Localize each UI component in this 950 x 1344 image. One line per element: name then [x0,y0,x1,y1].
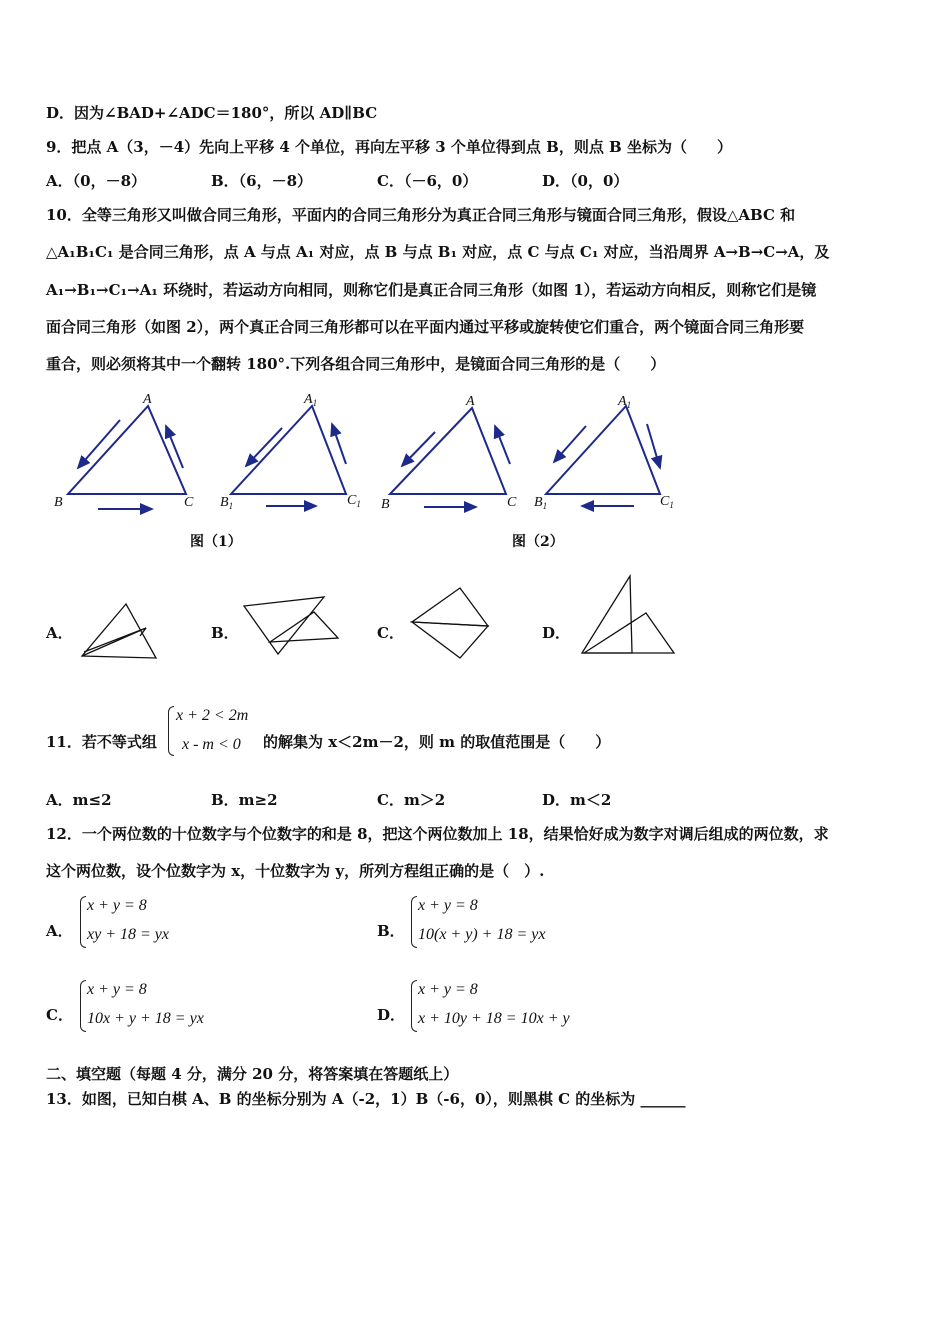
q10-line-1: 10．全等三角形又叫做合同三角形，平面内的合同三角形分为真正合同三角形与镜面合同三角形，假设△ABC 和 [46,206,796,224]
q10-line-5: 重合，则必须将其中一个翻转 180°.下列各组合同三角形中，是镜面合同三角形的是（ ） [46,355,666,373]
q12-option-c-label: C． [46,1006,73,1024]
q12-option-b-brace [411,896,417,948]
label-a-2: A [466,394,475,409]
label-a1-1: $A_1$ [304,392,318,408]
q10-option-b: B． [211,624,239,642]
figure-caption-2: 图（2） [512,534,564,550]
triangle-a1b1c1-1 [231,406,346,494]
q12-option-d-label: D． [377,1006,406,1024]
q12-option-d-brace [411,980,417,1032]
q9-stem: 9．把点 A（3，－4）先向上平移 4 个单位，再向左平移 3 个单位得到点 B，则点 B 坐标为（ ） [46,138,732,156]
q9-option-d: D．（0，0） [542,172,629,190]
label-b-2: B [381,497,390,512]
q10-line-2: △A₁B₁C₁ 是合同三角形，点 A 与点 A₁ 对应，点 B 与点 B₁ 对应，点 C 与点 C₁ 对应，当沿周界 A→B→C→A，及 [46,243,830,261]
q12-option-c-eq2: 10x + y + 18 = yx [87,1010,204,1027]
label-c1-1: $C_1$ [347,493,361,509]
triangle-a1b1c1-2 [546,406,660,494]
q12-option-b-eq1: x + y = 8 [418,897,478,914]
q10-option-d: D． [542,624,571,642]
q9-option-b: B．（6，－8） [211,172,313,190]
triangle-abc-1 [68,406,186,494]
q12-option-a-label: A． [46,922,73,940]
q12-option-b-label: B． [377,922,405,940]
q9-option-c: C．（－6，0） [377,172,478,190]
q11-brace [168,706,174,756]
q10-line-3: A₁→B₁→C₁→A₁ 环绕时，若运动方向相同，则称它们是真正合同三角形（如图 1），若运动方向相反，则称它们是镜 [46,281,817,299]
q12-option-c-eq1: x + y = 8 [87,981,147,998]
q10-option-a: A． [46,624,73,642]
q10-option-c-figure [408,584,493,662]
q10-option-d-figure [578,573,678,659]
q11-suffix: 的解集为 x＜2m－2，则 m 的取值范围是（ ） [263,733,611,751]
label-b-1: B [54,495,63,510]
q11-option-a: A．m≤2 [46,791,112,809]
label-a-1: A [143,392,152,407]
q11-prefix: 11．若不等式组 [46,733,157,751]
q11-option-c: C．m＞2 [377,791,446,809]
q10-option-b-figure [240,594,345,658]
q8-option-d: D．因为∠BAD+∠ADC＝180°，所以 AD∥BC [46,104,378,122]
q10-figure-triangles [40,388,700,523]
figure-caption-1: 图（1） [190,534,242,550]
q12-option-a-eq2: xy + 18 = yx [87,926,169,943]
q11-ineq-2: x - m < 0 [182,736,241,753]
q12-option-a-brace [80,896,86,948]
triangle-abc-2 [390,408,506,494]
label-a1-2: $A_1$ [618,394,632,410]
q9-option-a: A．（0，－8） [46,172,147,190]
q11-option-b: B．m≥2 [211,791,278,809]
q12-option-b-eq2: 10(x + y) + 18 = yx [418,926,546,943]
q12-option-c-brace [80,980,86,1032]
section-2-title: 二、填空题（每题 4 分，满分 20 分，将答案填在答题纸上） [46,1065,459,1083]
q10-line-4: 面合同三角形（如图 2），两个真正合同三角形都可以在平面内通过平移或旋转使它们重合，两个镜面合同三角形要 [46,318,805,336]
label-b1-1: $B_1$ [220,495,234,511]
q10-option-a-figure [78,600,163,662]
q13-stem: 13．如图，已知白棋 A、B 的坐标分别为 A（-2，1）B（-6，0），则黑棋 C 的坐标为 ______ [46,1090,686,1108]
q12-line-1: 12．一个两位数的十位数字与个位数字的和是 8，把这个两位数加上 18，结果恰好成为数字对调后组成的两位数，求 [46,825,829,843]
q12-line-2: 这个两位数，设个位数字为 x，十位数字为 y，所列方程组正确的是（ ）. [46,862,545,880]
q12-option-d-eq1: x + y = 8 [418,981,478,998]
label-b1-2: $B_1$ [534,495,548,511]
label-c-1: C [184,495,194,510]
q12-option-d-eq2: x + 10y + 18 = 10x + y [418,1010,570,1027]
label-c1-2: $C_1$ [660,494,674,510]
label-c-2: C [507,495,517,510]
q12-option-a-eq1: x + y = 8 [87,897,147,914]
q10-option-c: C． [377,624,404,642]
q11-option-d: D．m＜2 [542,791,612,809]
q11-ineq-1: x + 2 < 2m [176,707,249,724]
